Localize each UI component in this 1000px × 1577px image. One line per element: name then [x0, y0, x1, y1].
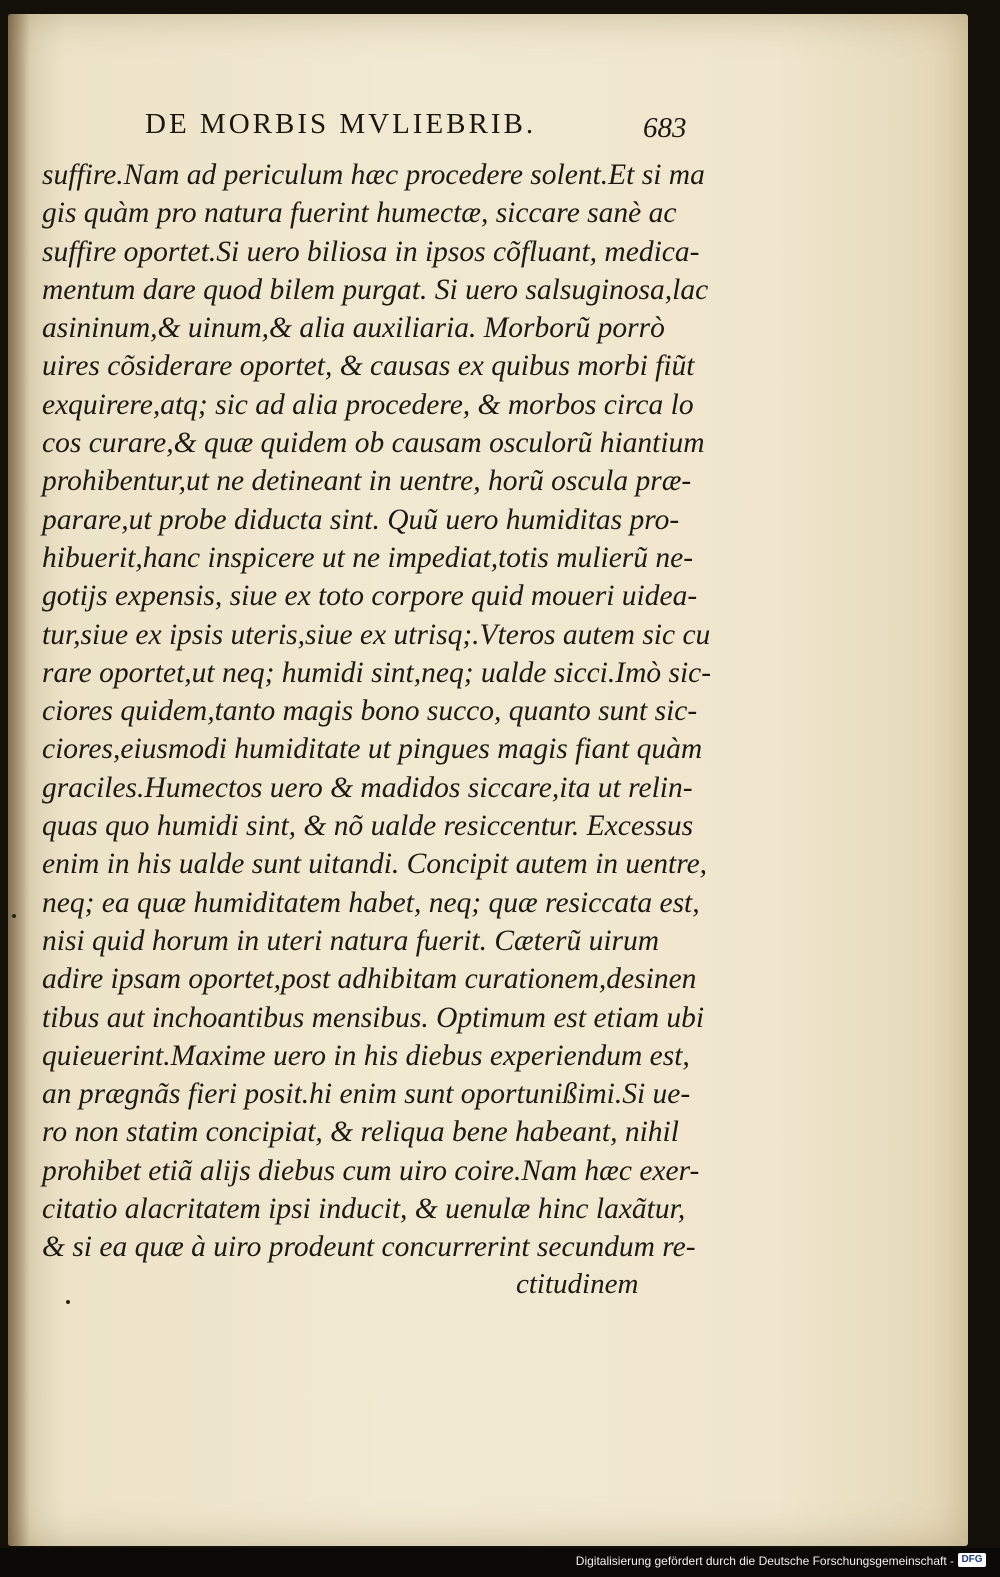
text-line: suffire.Nam ad periculum hæc procedere solent.Et si ma [42, 159, 705, 191]
text-line: adire ipsam oportet,post adhibitam curationem,desinen [42, 963, 697, 996]
text-line: ciores,eiusmodi humiditate ut pingues magis fiant quàm [42, 733, 703, 766]
text-line: rare oportet,ut neq; humidi sint,neq; ualde sicci.Imò sic- [42, 656, 712, 689]
text-line: ciores quidem,tanto magis bono succo, quanto sunt sic- [42, 695, 698, 728]
text-line: cos curare,& quæ quidem ob causam osculorũ hiantium [42, 427, 705, 460]
text-line: mentum dare quod bilem purgat. Si uero salsuginosa,lac [42, 273, 709, 306]
text-line: gis quàm pro natura fuerint humectæ, siccare sanè ac [42, 197, 677, 230]
text-line: tibus aut inchoantibus mensibus. Optimum est etiam ubi [42, 1001, 705, 1034]
text-line: nisi quid horum in uteri natura fuerit. Cæterũ uirum [42, 924, 660, 957]
text-line: quieuerint.Maxime uero in his diebus experiendum est, [42, 1039, 690, 1072]
ink-speck [12, 914, 16, 918]
page-gutter-shadow [8, 14, 30, 1546]
text-line: an prægnãs fieri posit.hi enim sunt oportunißimi.Si ue- [42, 1078, 691, 1111]
text-line: hibuerit,hanc inspicere ut ne impediat,totis mulierũ ne- [42, 541, 694, 574]
catchword: ctitudinem [516, 1268, 639, 1300]
ink-speck [66, 1300, 70, 1304]
body-text-block [42, 156, 712, 1267]
text-line: suffire oportet.Si uero biliosa in ipsos cõfluant, medica- [42, 235, 700, 268]
text-line: ro non statim concipiat, & reliqua bene habeant, nihil [42, 1116, 679, 1149]
running-title: DE MORBIS MVLIEBRIB. [145, 108, 537, 140]
text-line: neq; ea quæ humiditatem habet, neq; quæ resiccata est, [42, 886, 700, 919]
text-line: enim in his ualde sunt uitandi. Concipit autem in uentre, [42, 848, 708, 881]
text-line: prohibentur,ut ne detineant in uentre, horũ oscula præ- [42, 465, 692, 498]
text-line: quas quo humidi sint, & nõ ualde resiccentur. Excessus [42, 810, 694, 843]
text-line: & si ea quæ à uiro prodeunt concurrerint secundum re- [42, 1231, 696, 1264]
digitization-credit: Digitalisierung gefördert durch die Deutsche Forschungsgemeinschaft - [575, 1554, 954, 1568]
text-line: parare,ut probe diducta sint. Quũ uero humiditas pro- [42, 503, 680, 536]
text-line: citatio alacritatem ipsi inducit, & uenulæ hinc laxãtur, [42, 1193, 686, 1226]
dfg-logo: DFG [958, 1553, 986, 1567]
folio-number: 683 [643, 112, 687, 144]
text-line: prohibet etiã alijs diebus cum uiro coire.Nam hæc exer- [42, 1154, 700, 1187]
page-header [145, 108, 705, 156]
text-line: exquirere,atq; sic ad alia procedere, & morbos circa lo [42, 388, 694, 421]
text-line: uires cõsiderare oportet, & causas ex quibus morbi fiũt [42, 350, 695, 383]
text-line: asininum,& uinum,& alia auxiliaria. Morborũ porrò [42, 312, 665, 345]
text-line: graciles.Humectos uero & madidos siccare,ita ut relin- [42, 771, 693, 804]
text-line: gotijs expensis, siue ex toto corpore quid moueri uidea- [42, 580, 698, 613]
text-line: tur,siue ex ipsis uteris,siue ex utrisq;.Vteros autem sic cu [42, 618, 711, 651]
